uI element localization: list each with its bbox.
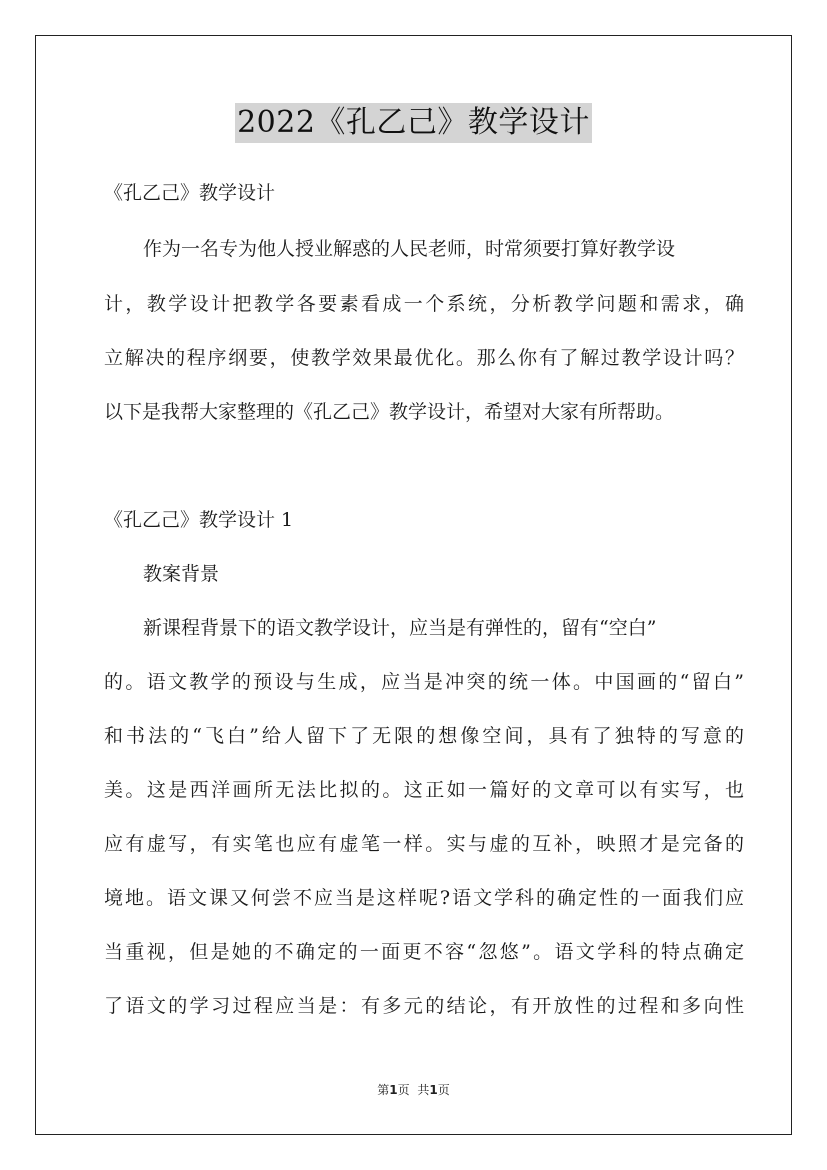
body-line-1: 新课程背景下的语文教学设计，应当是有弹性的，留有“空白” [143, 617, 657, 639]
footer-page-prefix: 第 [377, 1083, 390, 1097]
title-container [0, 103, 827, 143]
footer-page-number: 1 [389, 1083, 398, 1097]
footer-page-suffix: 页 [397, 1083, 410, 1097]
footer-total-number: 1 [429, 1083, 438, 1097]
intro-line-2: 计，教学设计把教学各要素看成一个系统，分析教学问题和需求，确 [104, 293, 744, 315]
subheading: 教案背景 [143, 563, 220, 585]
body-line-7: 当重视，但是她的不确定的一面更不容“忽悠”。语文学科的特点确定 [104, 941, 744, 963]
body-line-2: 的。语文教学的预设与生成，应当是冲突的统一体。中国画的“留白” [104, 671, 744, 693]
document-title: 2022《孔乙己》教学设计 [235, 103, 592, 143]
body-line-3: 和书法的“飞白”给人留下了无限的想像空间，具有了独特的写意的 [104, 725, 744, 747]
intro-line-1: 作为一名专为他人授业解惑的人民老师，时常须要打算好教学设 [143, 238, 676, 260]
body-line-6: 境地。语文课又何尝不应当是这样呢?语文学科的确定性的一面我们应 [104, 887, 744, 909]
body-line-8: 了语文的学习过程应当是：有多元的结论，有开放性的过程和多向性 [104, 995, 744, 1017]
page-footer [0, 1082, 827, 1098]
body-line-5: 应有虚写，有实笔也应有虚笔一样。实与虚的互补，映照才是完备的 [104, 833, 744, 855]
intro-line-4: 以下是我帮大家整理的《孔乙己》教学设计，希望对大家有所帮助。 [104, 401, 675, 423]
footer-total-suffix: 页 [437, 1083, 450, 1097]
footer-total-prefix: 共 [417, 1083, 430, 1097]
intro-line-3: 立解决的程序纲要，使教学效果最优化。那么你有了解过教学设计吗？ [104, 347, 744, 369]
body-line-4: 美。这是西洋画所无法比拟的。这正如一篇好的文章可以有实写，也 [104, 779, 744, 801]
section-heading: 《孔乙己》教学设计 1 [104, 509, 294, 531]
intro-heading: 《孔乙己》教学设计 [104, 182, 276, 204]
